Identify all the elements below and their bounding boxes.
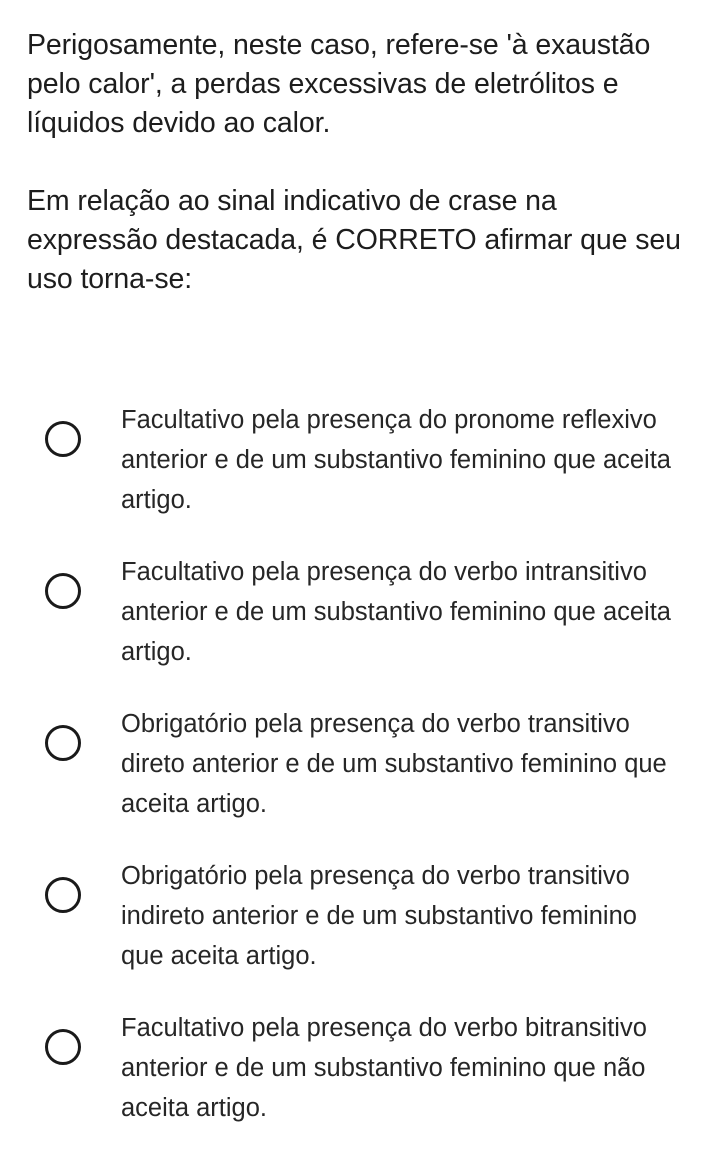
option-1[interactable] (0, 398, 701, 550)
question-paragraph-1: Perigosamente, neste caso, refere-se 'à exaustão pelo calor', a perdas excessivas de eletrólitos e líquidos devido ao calor. (27, 29, 651, 139)
option-4-label: Obrigatório pela presença do verbo transitivo indireto anterior e de um substantivo feminino que aceita artigo. (121, 862, 637, 970)
radio-button-option-2[interactable] (45, 573, 81, 609)
option-5[interactable] (0, 1006, 701, 1158)
radio-button-option-5[interactable] (45, 1029, 81, 1065)
option-5-label: Facultativo pela presença do verbo bitransitivo anterior e de um substantivo feminino que não aceita artigo. (121, 1014, 647, 1122)
option-3[interactable] (0, 702, 701, 854)
answer-options (0, 398, 701, 1158)
option-2-label: Facultativo pela presença do verbo intransitivo anterior e de um substantivo feminino que aceita artigo. (121, 558, 671, 666)
radio-button-option-3[interactable] (45, 725, 81, 761)
question-paragraph-2: Em relação ao sinal indicativo de crase na expressão destacada, é CORRETO afirmar que seu uso torna-se: (27, 185, 681, 295)
option-1-label: Facultativo pela presença do pronome reflexivo anterior e de um substantivo feminino que aceita artigo. (121, 406, 671, 514)
option-2[interactable] (0, 550, 701, 702)
option-3-label: Obrigatório pela presença do verbo transitivo direto anterior e de um substantivo feminino que aceita artigo. (121, 710, 667, 818)
option-4[interactable] (0, 854, 701, 1006)
question-text (27, 26, 687, 299)
radio-button-option-1[interactable] (45, 421, 81, 457)
radio-button-option-4[interactable] (45, 877, 81, 913)
